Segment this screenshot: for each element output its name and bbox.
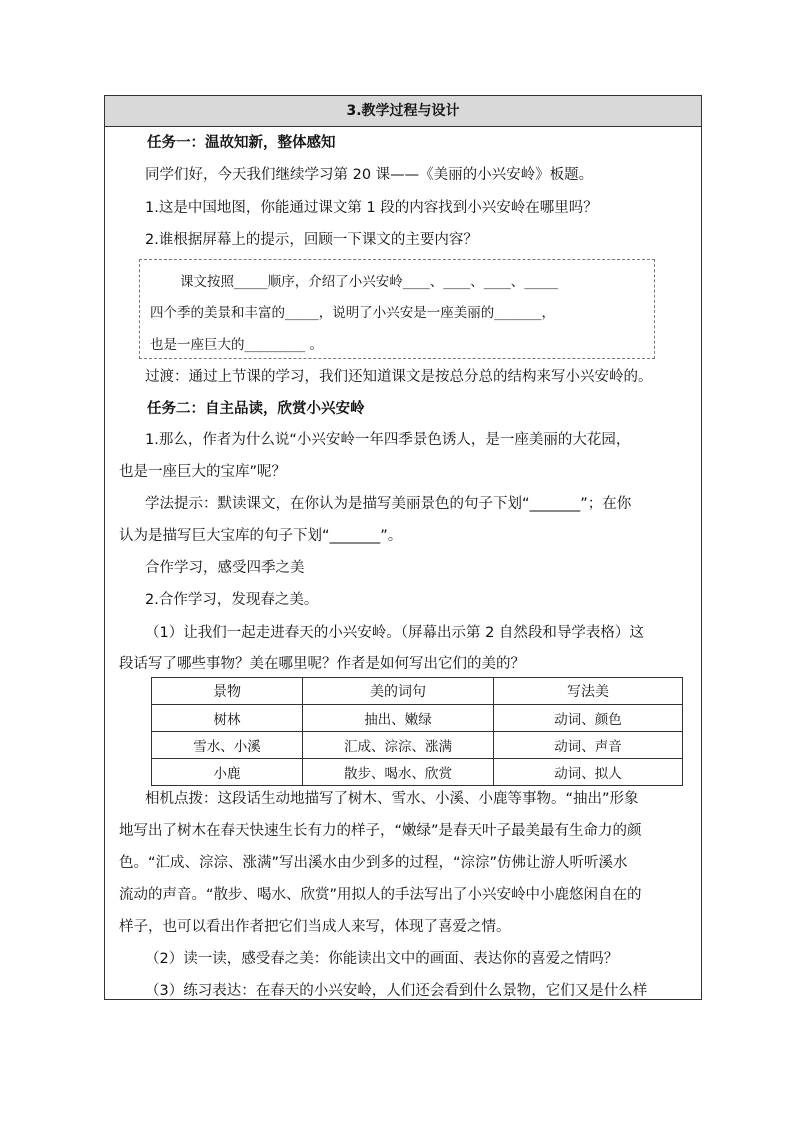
table-cell: 抽出、嫩绿 [303,705,494,732]
lesson-content [105,127,701,1000]
table-cell: 动词、声音 [494,732,683,759]
table-cell: 雪水、小溪 [152,732,303,759]
fill-in-box [139,259,655,359]
table-row [152,732,683,759]
spring-heading: 2.合作学习，发现春之美。 [145,592,319,608]
table-cell: 动词、颜色 [494,705,683,732]
guidance-line-1: 相机点拨：这段话生动地描写了树木、雪水、小溪、小鹿等事物。“抽出”形象 [145,791,639,807]
lesson-frame [104,95,702,1000]
fill-in-line-2: 四个季的美景和丰富的_____，说明了小兴安是一座美丽的_______， [150,305,555,321]
table-row [152,759,683,786]
table-header-row [152,678,683,705]
guidance-line-3: 色。“汇成、淙淙、涨满”写出溪水由少到多的过程，“淙淙”仿佛让游人听听溪水 [119,855,628,871]
task1-intro: 同学们好，今天我们继续学习第 20 课——《美丽的小兴安岭》板题。 [145,167,594,183]
step-3: （3）练习表达：在春天的小兴安岭，人们还会看到什么景物，它们又是什么样 [145,983,648,999]
task2-question-1-line-1: 1.那么，作者为什么说“小兴安岭一年四季景色诱人，是一座美丽的大花园， [145,432,631,448]
step-2: （2）读一读，感受春之美：你能读出文中的画面、表达你的喜爱之情吗？ [145,951,619,967]
table-row [152,705,683,732]
table-header: 写法美 [494,678,683,705]
guidance-line-4: 流动的声音。“散步、喝水、欣赏”用拟人的手法写出了小兴安岭中小鹿悠闲自在的 [119,887,642,903]
task1-title: 任务一：温故知新，整体感知 [147,135,336,151]
step-1-line-1: （1）让我们一起走进春天的小兴安岭。（屏幕出示第 2 自然段和导学表格）这 [145,625,644,641]
table-cell: 动词、拟人 [494,759,683,786]
task2-title: 任务二：自主品读，欣赏小兴安岭 [147,401,365,417]
spring-scenery-table [151,677,683,786]
table-cell: 散步、喝水、欣赏 [303,759,494,786]
fill-in-line-3: 也是一座巨大的_________ 。 [150,337,324,353]
fill-in-line-1: 课文按照_____顺序，介绍了小兴安岭____、____、____、_____ [180,274,558,290]
task1-question-1: 1.这是中国地图，你能通过课文第 1 段的内容找到小兴安岭在哪里吗？ [145,200,598,216]
table-cell: 汇成、淙淙、涨满 [303,732,494,759]
cooperative-learning-heading: 合作学习，感受四季之美 [145,560,305,576]
task1-question-2: 2.谁根据屏幕上的提示，回顾一下课文的主要内容？ [145,232,478,248]
section-header: 3.教学过程与设计 [105,96,701,127]
study-tip-line-2: 认为是描写巨大宝库的句子下划“_______”。 [119,528,403,544]
guidance-line-2: 地写出了树木在春天快速生长有力的样子，“嫩绿”是春天叶子最美最有生命力的颜 [119,823,642,839]
task2-question-1-line-2: 也是一座巨大的宝库”呢？ [119,464,287,480]
table-header: 美的词句 [303,678,494,705]
table-cell: 小鹿 [152,759,303,786]
guidance-line-5: 样子，也可以看出作者把它们当成人来写，体现了喜爱之情。 [119,919,511,935]
step-1-line-2: 段话写了哪些事物？美在哪里呢？作者是如何写出它们的美的？ [119,656,525,672]
study-tip-line-1: 学法提示：默读课文，在你认为是描写美丽景色的句子下划“_______”；在你 [145,496,632,512]
table-header: 景物 [152,678,303,705]
table-cell: 树林 [152,705,303,732]
transition-text: 过渡：通过上节课的学习，我们还知道课文是按总分总的结构来写小兴安岭的。 [145,369,653,385]
